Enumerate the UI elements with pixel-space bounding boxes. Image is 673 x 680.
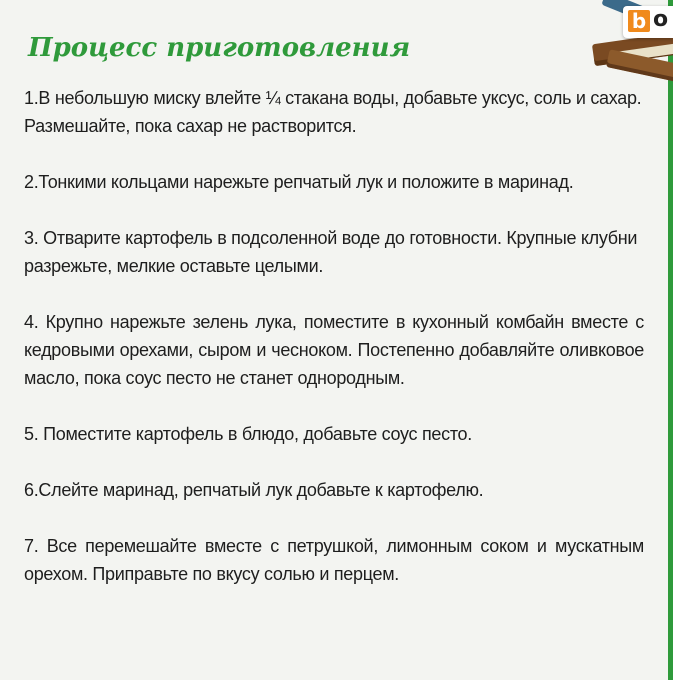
right-accent-bar [668,0,673,680]
recipe-step-7: 7. Все перемешайте вместе с петрушкой, лимонным соком и мускатным орехом. Приправьте по вкусу солью и перцем. [24,536,644,584]
logo-trailing-letter: o [653,7,669,32]
logo-letter: b [628,10,650,32]
page-title: Процесс приготовления [28,33,411,63]
recipe-step-1: 1.В небольшую миску влейте ¼ стакана воды, добавьте уксус, соль и сахар. Размешайте, пока сахар не растворится. [24,88,642,136]
recipe-steps-list [24,84,644,616]
brand-logo[interactable] [623,6,673,38]
recipe-step-5: 5. Поместите картофель в блюдо, добавьте соус песто. [24,424,472,444]
recipe-step-4: 4. Крупно нарежьте зелень лука, поместите в кухонный комбайн вместе с кедровыми орехами, сыром и чесноком. Постепенно добавляйте оливковое масло, пока соус песто не станет однородным. [24,312,644,388]
recipe-step-6: 6.Слейте маринад, репчатый лук добавьте к картофелю. [24,480,484,500]
recipe-step-2: 2.Тонкими кольцами нарежьте репчатый лук и положите в маринад. [24,172,574,192]
recipe-step-3: 3. Отварите картофель в подсоленной воде до готовности. Крупные клубни разрежьте, мелкие оставьте целыми. [24,228,638,276]
